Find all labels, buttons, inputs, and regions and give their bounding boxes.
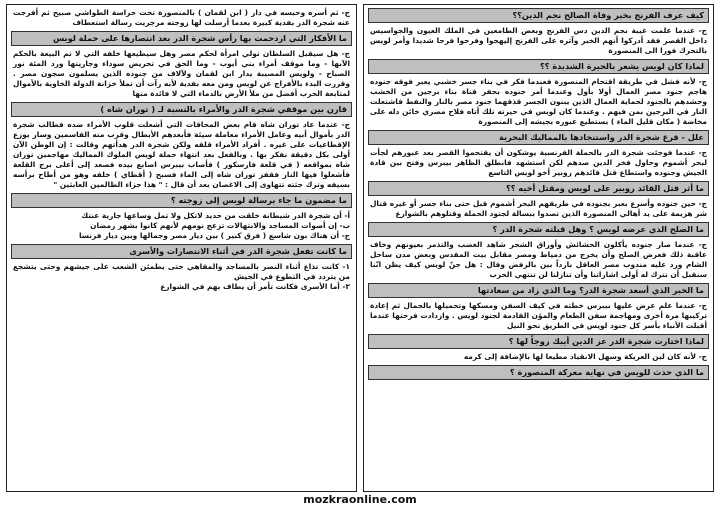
question: ما الخبر الذي أسعد شجرة الدر؟ وما الذي زاد من سعادتها <box>368 283 709 298</box>
right-column <box>363 4 714 492</box>
answer: ١- كانت تذاع أثناء النصر بالمساجد والمقاهي حتى يطمئن الشعب على جيشهم وحتى يتشجع من يتردد في التطوع في الجيش ٢- أما الأسرى فكانت تأمر أن يطاف بهم في الشوارع <box>13 262 350 291</box>
left-column <box>6 4 357 492</box>
answer: ج- عندما عاد توران شاه قام بعض المحاقات التي أشعلت قلوب الأمراء ضده فطالب شجرة الدر بأموال أبيه وعامل الأمراء معاملة سيئة فأبعدهم الأبطال وقرب منه القاسمين وسار يوزع الإقطاعيات على غيره . أفراد الأمراء قلقه ولكن شجرة الدر هدأتهم وقالت : إن الوطن الآن أولى بكل دقيقة نفكر بها . وبالفعل بعد انتهاء حملة لويس الملوك المماليك مهاجمين توران شاه بمواقعه ( في قلعة فارسكور ) فأصاب بيبرس اصابع بيده فصعد إلى أعلى برج القلعة فأشعلوا فيها النار فقفز توران شاه إلى الماء فسبح ( أقطاي ) خلفه وهو من أطاح برأسه بسيفه وترك جثته تتهاوى إلى الاغصان بعد أن قال : " هذا جزاء الظالمين العابثين " <box>13 120 350 189</box>
worksheet <box>6 4 714 492</box>
question: علل - قرع شجرة الدر واستنجادها بالمماليك البحرية <box>368 130 709 145</box>
answer: ج- ثم أسره وحبسه في دار ( ابن لقمان ) بالمنصورة تحت حراسة الطواشي صبيح ثم أفرجت عنه شجرة الدر بفدية كبيرة بعدما أرسلت لها زوجته مرجريت رسالة استعطاف <box>13 8 350 27</box>
question: لماذا اختارت شجرة الدر عز الدين أيبك زوجاً لها ؟ <box>368 334 709 349</box>
answer: ج- عندما فوجئت شجرة الدر بالحملة الفرنسية يوشكون أن يقتحموا القصر بعد عبورهم لجأت لبحر أشموم وحاول فخر الدين صدهم لكن استشهد فانطلق الظاهر بيبرس وفتح بين قادة الجيش وجنوده واستطاع قتل قائدهم روبير أخو لويس التاسع <box>370 148 707 177</box>
question: ما كانت تفعل شجرة الدر في أثناء الانتصارات والأسرى <box>11 244 352 259</box>
answer: ج- عندما علم عرض عليها بيبرس خطته في كيف السفن ومسكها وتحميلها بالجمال ثم إعادة تركيبها مرة أخرى ومهاجمة سفن الطعام والمؤن القادمة لجنود لويس . وازدادت فرحتها عندما أقبلت الأنباء بأسر كل جنود لويس في الطريق نحو النيل <box>370 301 707 330</box>
site-watermark: mozkraonline.com <box>303 493 417 506</box>
question: ما الذي حدث للويس في نهاية معركة المنصورة ؟ <box>368 365 709 380</box>
answer: ج- لأنه فشل في طريقة اقتحام المنصورة فعندما فكر في بناء جسر خشبي يعبر فوقه جنوده هاجم جنود مصر العمال أولا بأول وعندما أمر جنوده بحفر قناة بناء برجين من الخشب وحشدهم بالجنود لحماية العمال الذين يبنون الجسر قذفهما جنود مصر بالنار والنفط فاشتعلت النار في البرجين بمن فيهم . وعندما كان لويس في حيرته تلك أتاه فلاح مصري خائن دله على مخاضة ( مكان قليل الماء ) يستطيع عبوره بجيشه إلى المنصورة <box>370 77 707 126</box>
answer: ج- عندما صار جنوده يأكلون الحشائش وأوراق الشجر شاهد الغضب والتذمر بعيونهم وخاف عاقبة ذلك فعرض الصلح وأن يخرج من دمياط ومصر مقابل بيت المقدس وبعض مدن ساحل الشام ورد عليه مندوب مصر العاقل بارداً بين بالرفض وقال : هل جنّ لويس كيف يظن انّنا سنقبل أن نترك له أولى اشاراتنا وأن تنازلنا لن تنتهي الحرب <box>370 240 707 279</box>
question: قارن بين موقفي شجرة الدر والأمراء بالنسبة لـ ( توران شاه ) <box>11 102 352 117</box>
question: ما مضمون ما جاء برسالة لويس إلى زوجته ؟ <box>11 193 352 208</box>
question: لماذا كان لويس يشعر بالحيرة الشديدة ؟؟ <box>368 59 709 74</box>
answer: أ- أن شجرة الدر شيطانة خلقت من حديد لاتكل ولا تمل وساعها جارية عنتك ب- إن أصوات المساجد والابتهالات تزعج نومهم لأنهم كانوا بشهر رمضان ج- أن هناك بون شاسع ( فرق كبير ) بين ديار مصر وجمالها وبين ديار فرنسا <box>78 211 350 240</box>
question: كيف عرف الفرنج بخبر وفاة الصالح نجم الدين؟؟ <box>368 8 709 23</box>
question: ما الأفكار التي ازدحمت بها رأس شجرة الدر بعد انتصارها على حملة لويس <box>11 31 352 46</box>
question: ما الصلح الذي عرضه لويس ؟ وهل قبلته شجرة الدر ؟ <box>368 222 709 237</box>
answer: ج- لأنه كان لين العريكة وسهل الانقياد مطيعا لها بالإضافة إلى كرمه <box>463 352 707 361</box>
answer: ج- عندما علمت غيبة نجم الدين دس الفرنج وبعض الطامعين في الملك العيون والجواسيس داخل القصر فقد أدركوا أنهم الخبر وآثره على الفرنج إليهجوا وفرحوا فرحا شديدا وأمر لويس بالتحرك فورا الى المنصورة <box>370 26 707 55</box>
question: ما أثر قتل القائد روبير على لويس ومقتل أخيه ؟؟ <box>368 181 709 196</box>
answer: ج- هل سيقبل السلطان تولي امرأة لحكم مصر وهل سيطيعها خلفه التي لا تم البيعة بالحكم الآبها - وما موقف أمراء بني أيوب - وما الحق في تحريض سوداء وجاريتها ورد المئة نور الصباح - ولويس المصيبة يدار ابن لقمان ولآلاف من جنوده الذين يسلمون سجون مصر . وقررت البدء بالأفراج عن لويس ومن معه بفدية لأنه رآت أن تملأ خزانة الدولة الخاوية بالأموال لمتابعة الحرب أفضل من ملأ الأرض بالدماء التي لا فائدة منها <box>13 49 350 98</box>
answer: ج- حين جنوده وأسرع بعبر بجنوده في طريقهم البحر أشموم قبل حتى بناء جسر أو غيره قتال شر هزيمة على يد أهالي المنصورة الذين تصدوا ببسالة لجنود الحملة وقتلوهم بالشوارع <box>370 199 707 218</box>
